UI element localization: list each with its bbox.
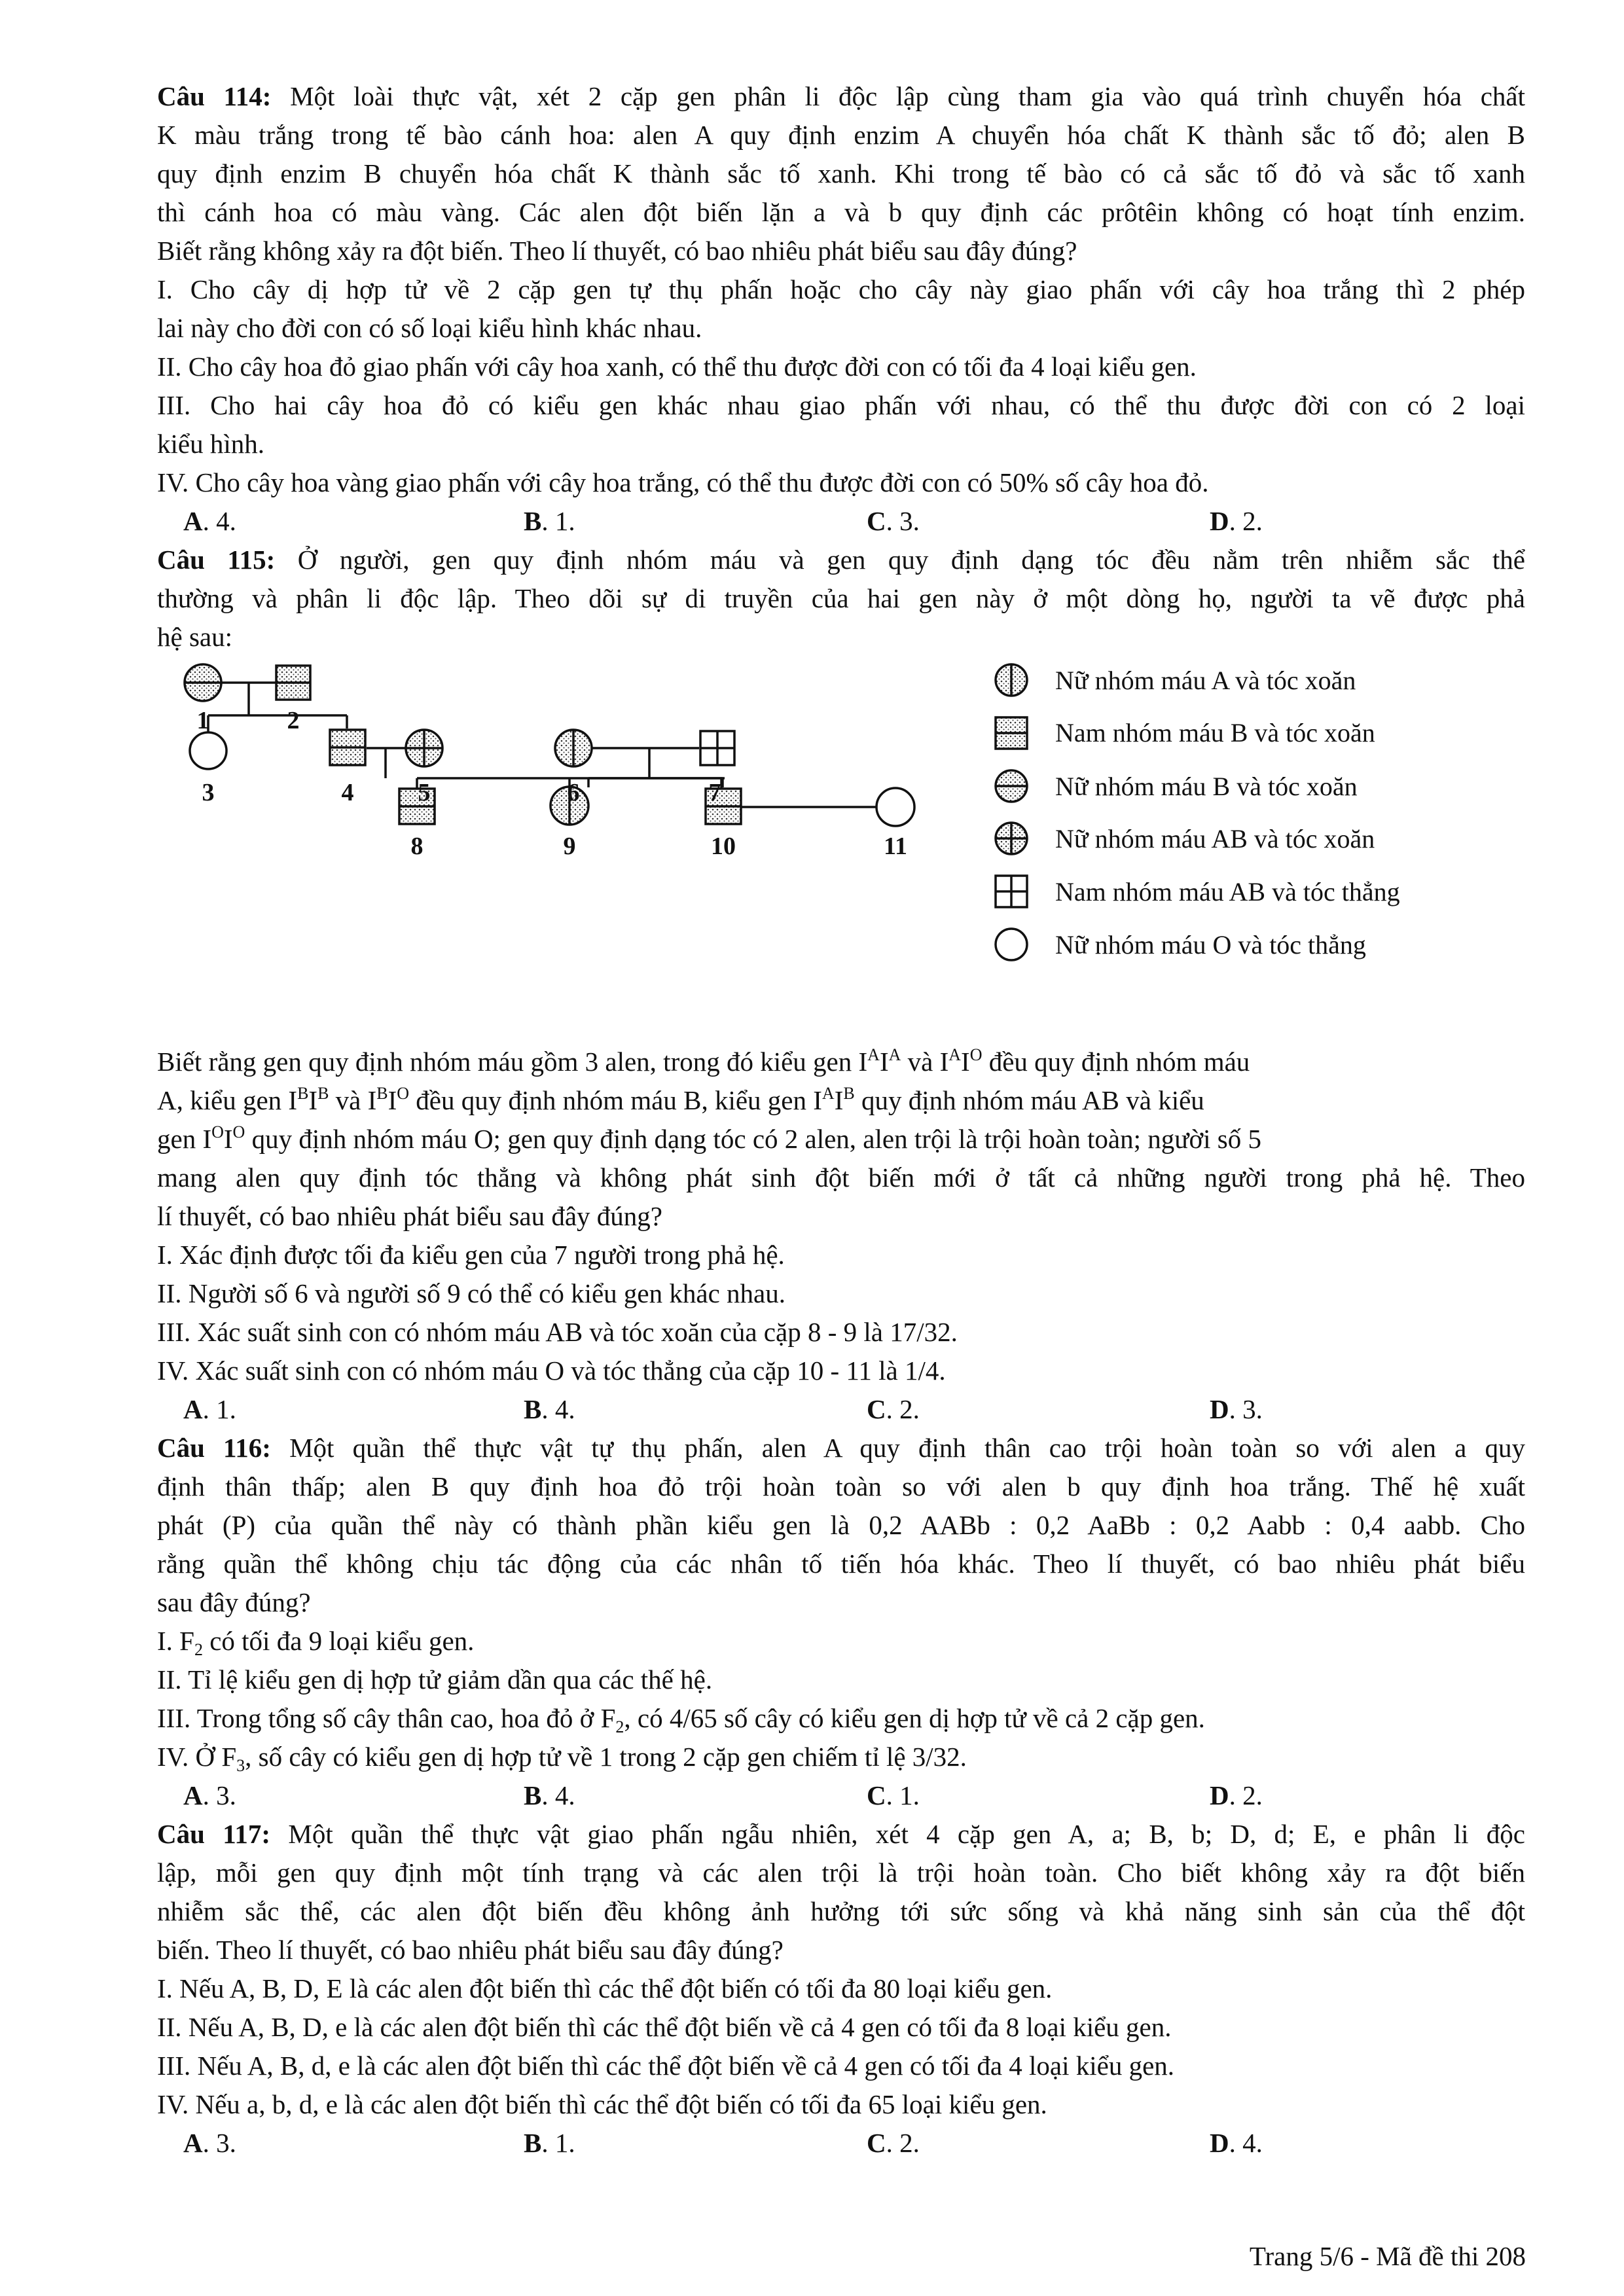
female-B-curly-icon bbox=[996, 770, 1027, 802]
question-line: Câu 115: Ở người, gen quy định nhóm máu và gen quy định dạng tóc đều nằm trên nhiễm sắc thể bbox=[157, 545, 1525, 575]
option-d[interactable]: D. 2. bbox=[1210, 506, 1263, 536]
pedigree-number-6: 6 bbox=[567, 779, 580, 806]
statement-line: II. Người số 6 và người số 9 có thể có kiểu gen khác nhau. bbox=[157, 1278, 785, 1308]
statement-line: IV. Nếu a, b, d, e là các alen đột biến thì các thể đột biến có tối đa 65 loại kiểu gen. bbox=[157, 2089, 1047, 2119]
answer-options bbox=[157, 1390, 1525, 1429]
option-d[interactable]: D. 2. bbox=[1210, 1780, 1263, 1810]
question-line: biến. Theo lí thuyết, có bao nhiêu phát biểu sau đây đúng? bbox=[157, 1935, 784, 1965]
answer-options bbox=[157, 502, 1525, 541]
question-line: thì cánh hoa có màu vàng. Các alen đột biến lặn a và b quy định các prôtêin không có hoạt tính enzim. bbox=[157, 197, 1525, 227]
question-label: Câu 115: bbox=[157, 545, 276, 575]
legend-text: Nam nhóm máu B và tóc xoăn bbox=[1055, 718, 1375, 747]
option-c[interactable]: C. 3. bbox=[867, 506, 920, 536]
legend-text: Nữ nhóm máu B và tóc xoăn bbox=[1055, 772, 1358, 801]
question-line: mang alen quy định tóc thẳng và không phát sinh đột biến mới ở tất cả những người trong phả hệ. Theo bbox=[157, 1162, 1525, 1193]
option-c[interactable]: C. 2. bbox=[867, 2128, 920, 2158]
question-115 bbox=[157, 541, 1525, 1429]
statement-line: I. Nếu A, B, D, E là các alen đột biến thì các thể đột biến có tối đa 80 loại kiểu gen. bbox=[157, 1973, 1053, 2003]
question-line: Câu 117: Một quần thể thực vật giao phấn ngẫu nhiên, xét 4 cặp gen A, a; B, b; D, d; E, e phân li độc bbox=[157, 1819, 1525, 1849]
male-AB-straight-icon bbox=[996, 876, 1027, 907]
individual-7 bbox=[700, 731, 734, 765]
question-label: Câu 116: bbox=[157, 1433, 271, 1463]
question-line: quy định enzim B chuyển hóa chất K thành sắc tố xanh. Khi trong tế bào có cả sắc tố đỏ và sắc tố xanh bbox=[157, 158, 1525, 188]
question-line: rằng quần thể không chịu tác động của các nhân tố tiến hóa khác. Theo lí thuyết, có bao nhiêu phát biểu bbox=[157, 1549, 1525, 1579]
statement-line: IV. Xác suất sinh con có nhóm máu O và tóc thẳng của cặp 10 - 11 là 1/4. bbox=[157, 1355, 946, 1386]
pedigree-lines bbox=[208, 683, 876, 807]
statement-line: III. Xác suất sinh con có nhóm máu AB và tóc xoăn của cặp 8 - 9 là 17/32. bbox=[157, 1317, 958, 1347]
statement-line: I. $F_2$ có tối đa 9 loại kiểu gen. bbox=[157, 1626, 475, 1659]
pedigree-number-1: 1 bbox=[196, 707, 209, 734]
question-line: Biết rằng không xảy ra đột biến. Theo lí thuyết, có bao nhiêu phát biểu sau đây đúng? bbox=[157, 236, 1077, 266]
statement-line: IV. Cho cây hoa vàng giao phấn với cây hoa trắng, có thể thu được đời con có 50% số cây hoa đỏ. bbox=[157, 467, 1209, 497]
question-label: Câu 117: bbox=[157, 1819, 271, 1849]
question-116 bbox=[157, 1429, 1525, 1815]
statement-line: I. Xác định được tối đa kiểu gen của 7 người trong phả hệ. bbox=[157, 1240, 785, 1270]
option-b[interactable]: B. 4. bbox=[524, 1780, 575, 1810]
male-B-curly-icon bbox=[996, 717, 1027, 749]
option-d[interactable]: D. 4. bbox=[1210, 2128, 1263, 2158]
individual-3 bbox=[190, 732, 226, 769]
female-AB-curly-icon bbox=[996, 823, 1027, 854]
question-line: hệ sau: bbox=[157, 622, 232, 652]
pedigree-number-11: 11 bbox=[884, 833, 907, 860]
legend-text: Nữ nhóm máu O và tóc thẳng bbox=[1055, 930, 1366, 960]
statement-line: II. Cho cây hoa đỏ giao phấn với cây hoa xanh, có thể thu được đời con có tối đa 4 loại kiểu gen. bbox=[157, 351, 1197, 382]
option-d[interactable]: D. 3. bbox=[1210, 1394, 1263, 1424]
statement-line: kiểu hình. bbox=[157, 429, 264, 459]
option-c[interactable]: C. 1. bbox=[867, 1780, 920, 1810]
pedigree-number-10: 10 bbox=[711, 833, 736, 860]
female-O-straight-icon bbox=[996, 929, 1027, 960]
option-a[interactable]: A. 3. bbox=[183, 2128, 236, 2158]
question-line: Câu 114: Một loài thực vật, xét 2 cặp gen phân li độc lập cùng tham gia vào quá trình chuyển hóa chất bbox=[157, 81, 1525, 111]
question-114 bbox=[157, 77, 1525, 541]
question-line: định thân thấp; alen B quy định hoa đỏ trội hoàn toàn so với alen b quy định hoa trắng. Thế hệ xuất bbox=[157, 1471, 1525, 1501]
answer-options bbox=[157, 1776, 1525, 1815]
individual-6 bbox=[555, 730, 592, 766]
option-a[interactable]: A. 4. bbox=[183, 506, 236, 536]
option-b[interactable]: B. 1. bbox=[524, 506, 575, 536]
exam-page bbox=[157, 77, 1525, 2162]
statement-line: III. Nếu A, B, d, e là các alen đột biến thì các thể đột biến về cả 4 gen có tối đa 4 loại kiểu gen. bbox=[157, 2051, 1175, 2081]
legend-text: Nữ nhóm máu A và tóc xoăn bbox=[1055, 666, 1356, 695]
individual-5 bbox=[406, 730, 442, 766]
option-a[interactable]: A. 3. bbox=[183, 1780, 236, 1810]
statement-line: II. Nếu A, B, D, e là các alen đột biến thì các thể đột biến về cả 4 gen có tối đa 8 loại kiểu gen. bbox=[157, 2012, 1172, 2042]
pedigree-svg bbox=[157, 662, 1525, 1028]
question-line: A, kiểu gen $I^BI^B$ và $I^BI^O$ đều quy định nhóm máu B, kiểu gen $I^AI^B$ quy định nhóm máu AB và kiểu bbox=[157, 1084, 1204, 1115]
individual-1 bbox=[185, 664, 221, 701]
option-b[interactable]: B. 4. bbox=[524, 1394, 575, 1424]
pedigree-number-5: 5 bbox=[418, 779, 431, 806]
pedigree-number-9: 9 bbox=[563, 833, 576, 860]
pedigree-number-4: 4 bbox=[341, 779, 354, 806]
question-line: lí thuyết, có bao nhiêu phát biểu sau đây đúng? bbox=[157, 1201, 662, 1231]
question-117 bbox=[157, 1815, 1525, 2162]
question-line: nhiễm sắc thể, các alen đột biến đều không ảnh hưởng tới sức sống và khả năng sinh sản của thể đột bbox=[157, 1896, 1525, 1926]
pedigree-number-7: 7 bbox=[708, 779, 721, 806]
legend-text: Nữ nhóm máu AB và tóc xoăn bbox=[1055, 824, 1375, 853]
option-c[interactable]: C. 2. bbox=[867, 1394, 920, 1424]
question-line: thường và phân li độc lập. Theo dõi sự di truyền của hai gen này ở một dòng họ, người ta vẽ được phả bbox=[157, 583, 1525, 613]
individual-2 bbox=[276, 666, 310, 700]
pedigree-figure bbox=[157, 662, 1525, 1028]
individual-4 bbox=[330, 730, 365, 765]
question-line: lập, mỗi gen quy định một tính trạng và các alen trội là trội hoàn toàn. Cho biết không xảy ra đột biến bbox=[157, 1857, 1525, 1888]
individual-11 bbox=[876, 788, 914, 826]
question-label: Câu 114: bbox=[157, 81, 272, 111]
option-b[interactable]: B. 1. bbox=[524, 2128, 575, 2158]
female-A-curly-icon bbox=[996, 664, 1027, 696]
legend-text: Nam nhóm máu AB và tóc thẳng bbox=[1055, 877, 1400, 906]
page-footer: Trang 5/6 - Mã đề thi 208 bbox=[1249, 2241, 1526, 2271]
question-line: Câu 116: Một quần thể thực vật tự thụ phấn, alen A quy định thân cao trội hoàn toàn so với alen a quy bbox=[157, 1433, 1525, 1463]
question-line: sau đây đúng? bbox=[157, 1587, 311, 1617]
question-line: phát (P) của quần thể này có thành phần kiểu gen là 0,2 AABb : 0,2 AaBb : 0,2 Aabb : 0,4 aabb. Cho bbox=[157, 1510, 1525, 1540]
question-line: Biết rằng gen quy định nhóm máu gồm 3 alen, trong đó kiểu gen $I^AI^A$ và $I^AI^O$ đều quy định nhóm máu bbox=[157, 1045, 1250, 1077]
answer-options bbox=[157, 2124, 1525, 2162]
pedigree-number-3: 3 bbox=[202, 779, 215, 806]
statement-line: II. Tỉ lệ kiểu gen dị hợp tử giảm dần qua các thế hệ. bbox=[157, 1664, 713, 1695]
statement-line: III. Trong tổng số cây thân cao, hoa đỏ ở $F_2$, có 4/65 số cây có kiểu gen dị hợp tử về cả 2 cặp gen. bbox=[157, 1703, 1205, 1736]
pedigree-number-2: 2 bbox=[287, 707, 300, 734]
statement-line: I. Cho cây dị hợp tử về 2 cặp gen tự thụ phấn hoặc cho cây này giao phấn với cây hoa trắng thì 2 phép bbox=[157, 274, 1525, 304]
pedigree-number-8: 8 bbox=[410, 833, 424, 860]
option-a[interactable]: A. 1. bbox=[183, 1394, 236, 1424]
statement-line: lai này cho đời con có số loại kiểu hình khác nhau. bbox=[157, 313, 702, 343]
statement-line: III. Cho hai cây hoa đỏ có kiểu gen khác nhau giao phấn với nhau, có thể thu được đời con có 2 loại bbox=[157, 390, 1525, 420]
statement-line: IV. Ở $F_3$, số cây có kiểu gen dị hợp tử về 1 trong 2 cặp gen chiếm tỉ lệ 3/32. bbox=[157, 1742, 967, 1775]
question-line: K màu trắng trong tế bào cánh hoa: alen A quy định enzim A chuyển hóa chất K thành sắc tố đỏ; alen B bbox=[157, 120, 1525, 150]
pedigree-legend bbox=[996, 664, 1400, 960]
question-line: gen $I^OI^O$ quy định nhóm máu O; gen quy định dạng tóc có 2 alen, alen trội là trội hoàn toàn; người số 5 bbox=[157, 1122, 1261, 1154]
